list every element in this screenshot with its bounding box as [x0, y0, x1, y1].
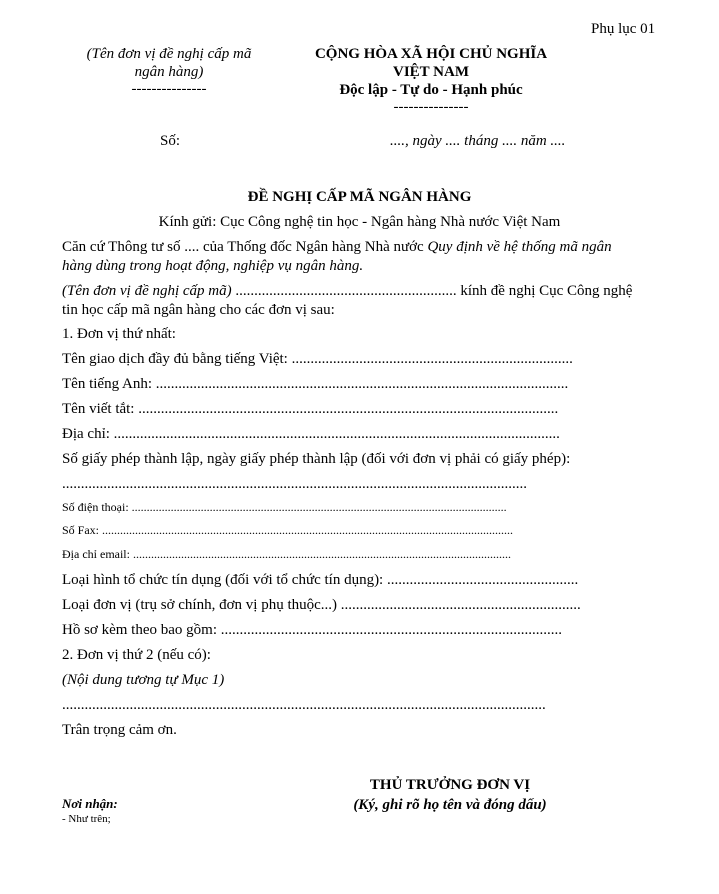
date-line: ...., ngày .... tháng .... năm ....	[390, 133, 566, 149]
appendix-label: Phụ lục 01	[591, 21, 656, 37]
field-license: Số giấy phép thành lập, ngày giấy phép thành lập (đối với đơn vị phải có giấy phép):	[62, 451, 571, 467]
signature-note: (Ký, ghi rõ họ tên và đóng dấu)	[353, 797, 547, 813]
recipients-item: - Như trên;	[62, 813, 111, 825]
document-title: ĐỀ NGHỊ CẤP MÃ NGÂN HÀNG	[247, 189, 472, 205]
request-line-2: tin học cấp mã ngân hàng cho các đơn vị sau:	[62, 302, 335, 318]
national-motto: Độc lập - Tự do - Hạnh phúc	[339, 82, 523, 98]
field-credit-institution-type: Loại hình tổ chức tín dụng (đối với tổ chức tín dụng): ...................................................	[62, 572, 579, 588]
basis-line-2: hàng dùng trong hoạt động, nghiệp vụ ngân hàng.	[62, 258, 364, 274]
closing-thanks: Trân trọng cảm ơn.	[62, 722, 177, 738]
field-vietnamese-name: Tên giao dịch đầy đủ bằng tiếng Việt: ...........................................................................	[62, 351, 573, 367]
request-rest: ........................................................... kính đề nghị Cục Công nghệ	[231, 283, 633, 299]
recipient-line: Kính gửi: Cục Công nghệ tin học - Ngân hàng Nhà nước Việt Nam	[158, 214, 561, 230]
signature-title: THỦ TRƯỞNG ĐƠN VỊ	[369, 777, 531, 793]
national-divider: ---------------	[393, 99, 469, 115]
request-unit-placeholder: (Tên đơn vị đề nghị cấp mã)	[62, 283, 232, 299]
section-2-dots: .................................................................................................................................	[62, 697, 546, 713]
national-line-2: VIỆT NAM	[393, 64, 469, 80]
basis-line-1	[62, 238, 612, 256]
field-email: Địa chỉ email: ..............................................................................................................................	[62, 547, 511, 561]
document-number-label: Số:	[160, 133, 181, 149]
basis-italic-1: Quy định về hệ thống mã ngân	[427, 239, 612, 255]
field-license-dots: ............................................................................................................................	[62, 476, 527, 492]
issuer-divider: ---------------	[131, 81, 207, 97]
field-fax: Số Fax: .........................................................................................................................................	[62, 523, 514, 537]
field-english-name: Tên tiếng Anh: ..............................................................................................................	[62, 376, 569, 392]
field-address: Địa chỉ: .......................................................................................................................	[62, 426, 560, 442]
issuer-line-2: ngân hàng)	[134, 64, 204, 80]
field-documents: Hồ sơ kèm theo bao gồm: ...........................................................................................	[62, 622, 562, 638]
national-line-1: CỘNG HÒA XÃ HỘI CHỦ NGHĨA	[314, 46, 548, 62]
section-2-note: (Nội dung tương tự Mục 1)	[62, 672, 225, 688]
field-unit-type: Loại đơn vị (trụ sở chính, đơn vị phụ thuộc...) ................................................................	[62, 597, 581, 613]
request-line-1	[62, 282, 632, 300]
field-short-name: Tên viết tắt: ................................................................................................................	[62, 401, 559, 417]
recipients-label: Nơi nhận:	[62, 796, 118, 811]
section-2-heading: 2. Đơn vị thứ 2 (nếu có):	[62, 647, 211, 663]
section-1-heading: 1. Đơn vị thứ nhất:	[62, 326, 176, 342]
field-phone: Số điện thoại: .............................................................................................................................	[62, 500, 507, 514]
issuer-line-1: (Tên đơn vị đề nghị cấp mã	[86, 46, 252, 62]
basis-plain: Căn cứ Thông tư số .... của Thống đốc Ngân hàng Nhà nước	[62, 239, 428, 255]
